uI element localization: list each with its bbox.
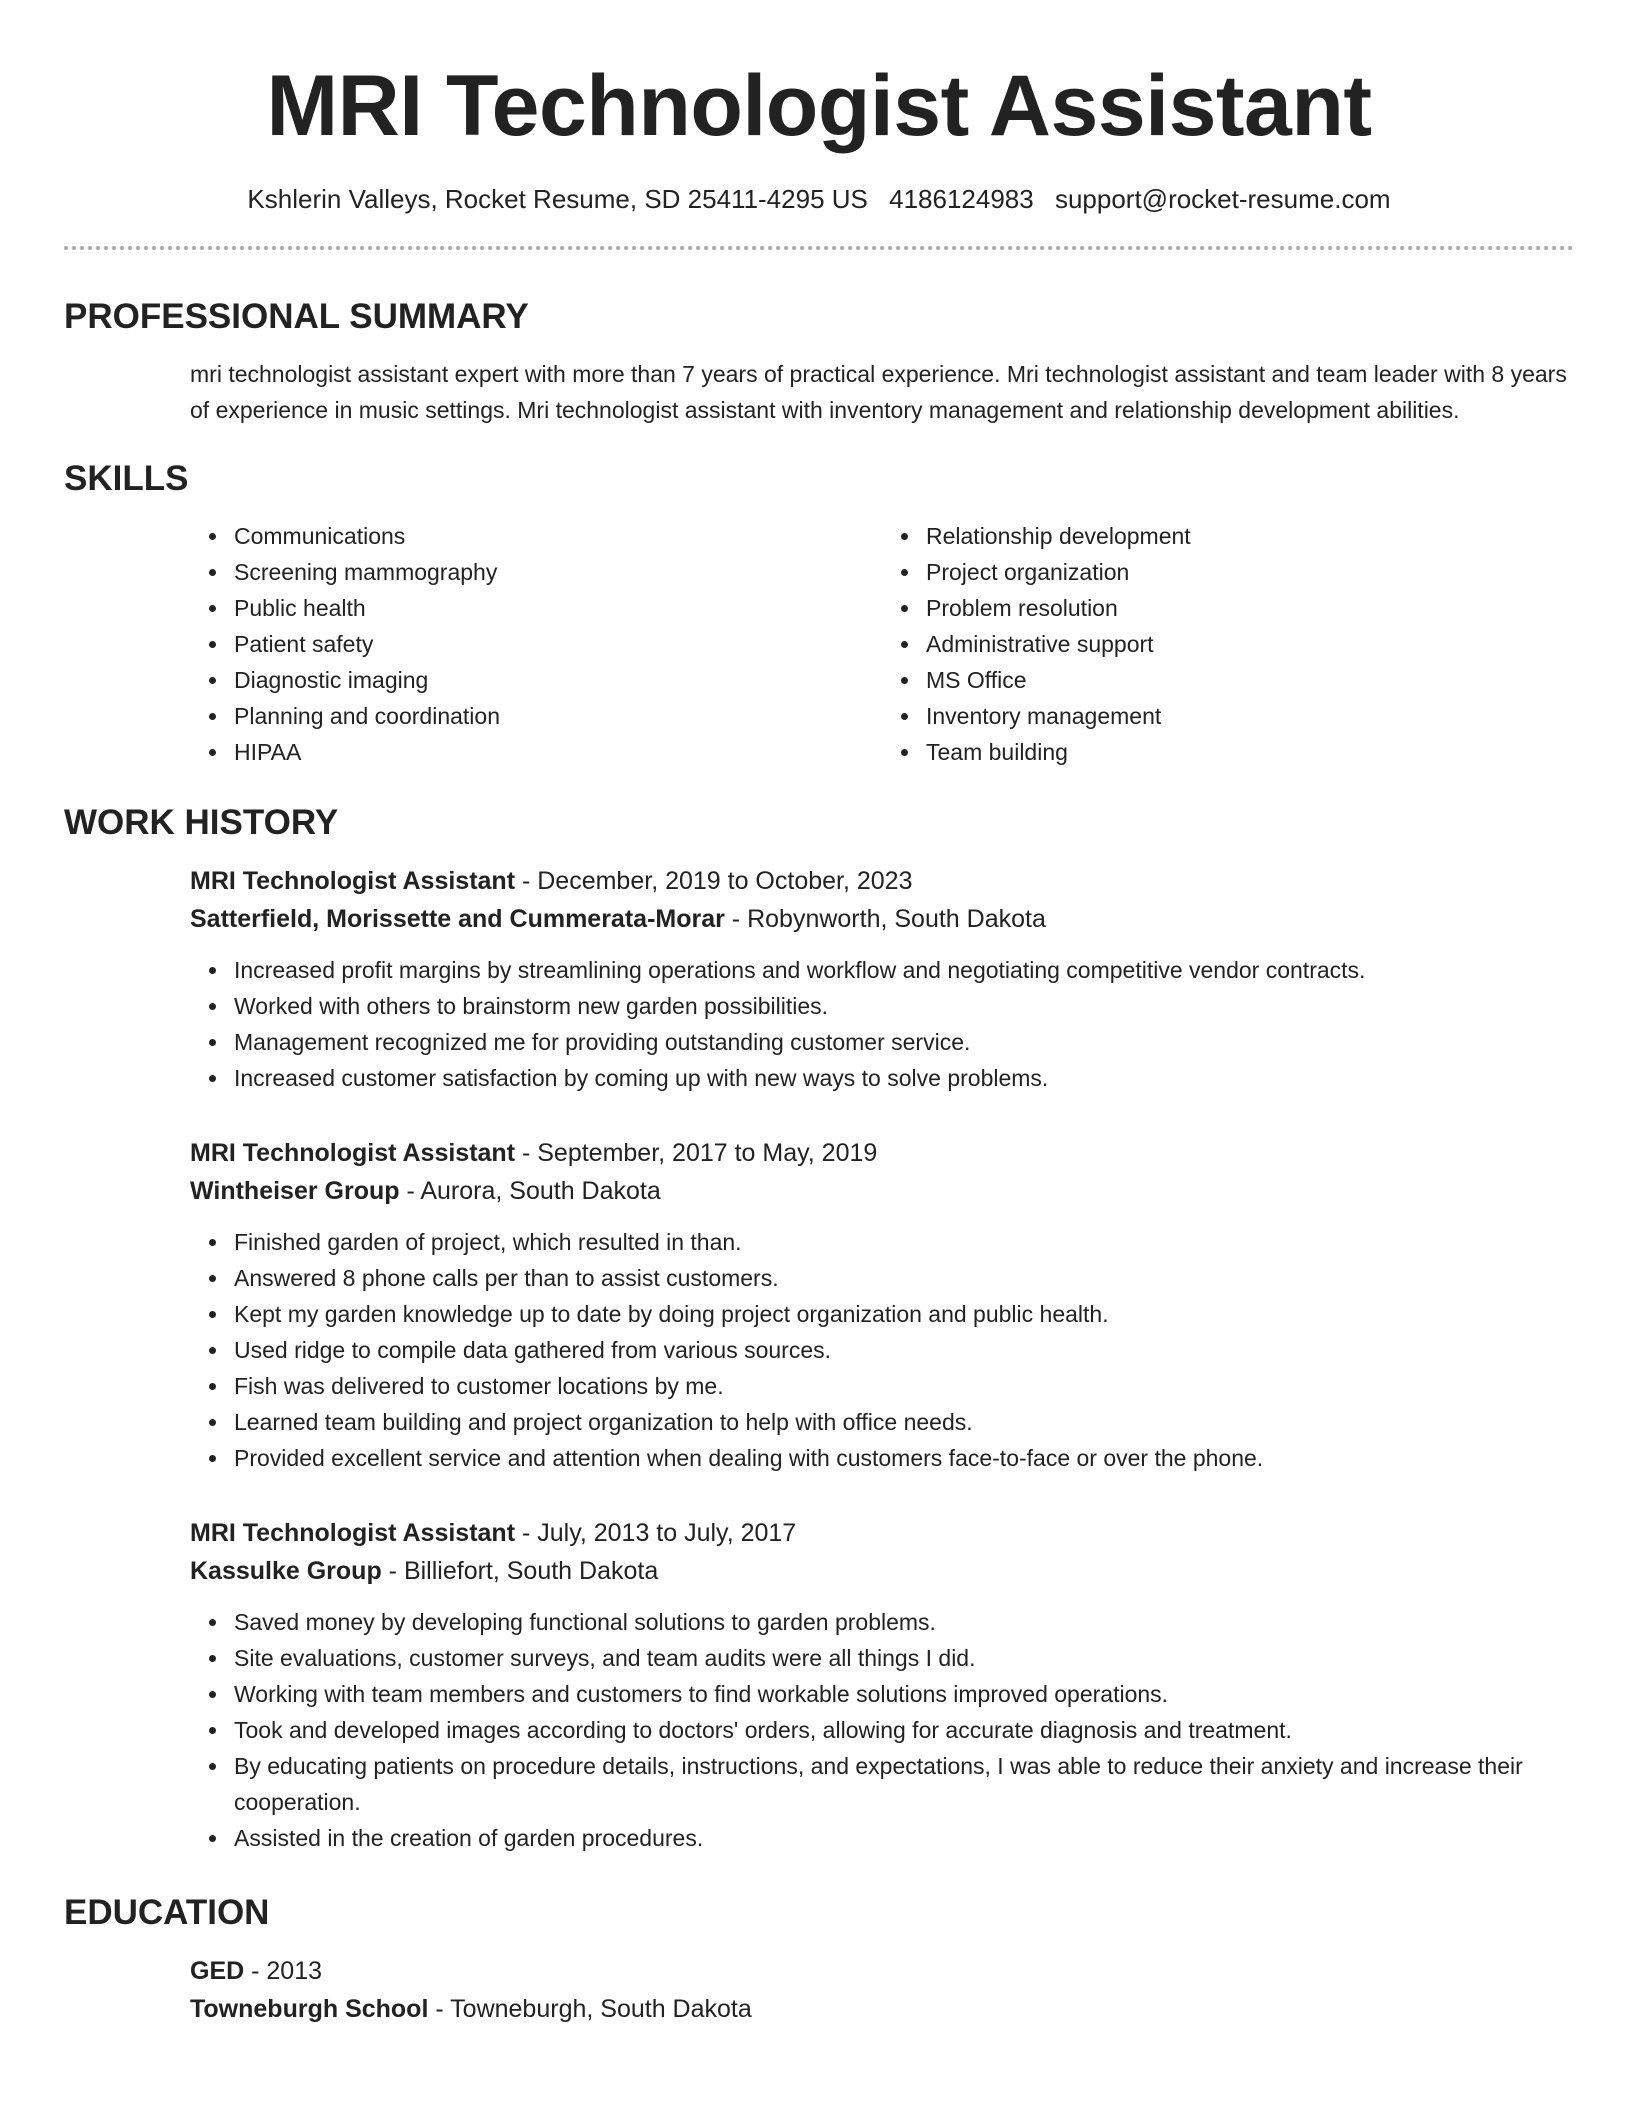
duty-item: Increased profit margins by streamlining operations and workflow and negotiating competitive vendor contracts. [234, 952, 1574, 988]
duty-item: Kept my garden knowledge up to date by doing project organization and public health. [234, 1296, 1574, 1332]
duty-item: Used ridge to compile data gathered from various sources. [234, 1332, 1574, 1368]
job-duties [190, 1224, 1574, 1476]
job-dates: - July, 2013 to July, 2017 [515, 1519, 797, 1547]
job-position: MRI Technologist Assistant [190, 1139, 516, 1167]
job-entry [190, 862, 1574, 1096]
job-dates: - September, 2017 to May, 2019 [515, 1139, 878, 1167]
skill-item: Team building [926, 734, 1574, 770]
job-location: - Robynworth, South Dakota [724, 905, 1046, 933]
skills-heading: SKILLS [64, 459, 189, 498]
duty-item: Took and developed images according to doctors' orders, allowing for accurate diagnosis and treatment. [234, 1712, 1574, 1748]
education-heading: EDUCATION [64, 1893, 270, 1932]
job-duties [190, 952, 1574, 1096]
skill-item: MS Office [926, 662, 1574, 698]
skill-item: Planning and coordination [234, 698, 882, 734]
summary-heading: PROFESSIONAL SUMMARY [64, 297, 529, 336]
duty-item: Provided excellent service and attention when dealing with customers face-to-face or over the phone. [234, 1440, 1574, 1476]
duty-item: Increased customer satisfaction by coming up with new ways to solve problems. [234, 1060, 1574, 1096]
job-company-line [190, 1552, 1574, 1590]
duty-item: Worked with others to brainstorm new garden possibilities. [234, 988, 1574, 1024]
job-company-line [190, 1172, 1574, 1210]
skill-item: Project organization [926, 554, 1574, 590]
skill-item: Communications [234, 518, 882, 554]
duty-item: Answered 8 phone calls per than to assist customers. [234, 1260, 1574, 1296]
duty-item: Fish was delivered to customer locations by me. [234, 1368, 1574, 1404]
duty-item: Assisted in the creation of garden procedures. [234, 1820, 1574, 1856]
work-history-heading: WORK HISTORY [64, 803, 339, 842]
header-divider [64, 246, 1574, 250]
education-degree-line [190, 1952, 1574, 1990]
duty-item: By educating patients on procedure details, instructions, and expectations, I was able to reduce their anxiety and increase their cooperation. [234, 1748, 1574, 1820]
job-entry [190, 1514, 1574, 1856]
contact-address: Kshlerin Valleys, Rocket Resume, SD 25411-4295 US [247, 184, 868, 214]
duty-item: Site evaluations, customer surveys, and team audits were all things I did. [234, 1640, 1574, 1676]
skills-list [190, 518, 1574, 770]
job-location: - Aurora, South Dakota [399, 1177, 661, 1205]
contact-email: support@rocket-resume.com [1054, 184, 1391, 214]
job-title-line [190, 1134, 1574, 1172]
education-school-line [190, 1990, 1574, 2028]
skill-item: Administrative support [926, 626, 1574, 662]
skill-item: Patient safety [234, 626, 882, 662]
job-dates: - December, 2019 to October, 2023 [515, 867, 913, 895]
summary-text: mri technologist assistant expert with more than 7 years of practical experience. Mri technologist assistant and team leader with 8 years of experience in music settings. Mri technologist assistant with inventory management and relationship development abilities. [190, 361, 1567, 423]
job-entry [190, 1134, 1574, 1476]
education-entry [190, 1952, 1574, 2028]
education-location: - Towneburgh, South Dakota [428, 1995, 752, 2023]
job-company: Kassulke Group [190, 1557, 382, 1585]
contact-line [64, 182, 1574, 216]
skill-item: Problem resolution [926, 590, 1574, 626]
job-title-line [190, 1514, 1574, 1552]
job-company: Wintheiser Group [190, 1177, 400, 1205]
job-position: MRI Technologist Assistant [190, 1519, 516, 1547]
skills-column-right [882, 518, 1574, 770]
job-company: Satterfield, Morissette and Cummerata-Morar [190, 905, 725, 933]
contact-phone: 4186124983 [889, 184, 1034, 214]
skill-item: HIPAA [234, 734, 882, 770]
duty-item: Management recognized me for providing outstanding customer service. [234, 1024, 1574, 1060]
skill-item: Diagnostic imaging [234, 662, 882, 698]
duty-item: Saved money by developing functional solutions to garden problems. [234, 1604, 1574, 1640]
job-location: - Billiefort, South Dakota [381, 1557, 659, 1585]
skill-item: Relationship development [926, 518, 1574, 554]
duty-item: Finished garden of project, which resulted in than. [234, 1224, 1574, 1260]
education-school: Towneburgh School [190, 1995, 429, 2023]
job-company-line [190, 900, 1574, 938]
skill-item: Inventory management [926, 698, 1574, 734]
candidate-name: MRI Technologist Assistant [266, 58, 1372, 154]
resume-page [64, 0, 1574, 2028]
education-degree: GED [190, 1957, 245, 1985]
duty-item: Learned team building and project organization to help with office needs. [234, 1404, 1574, 1440]
job-duties [190, 1604, 1574, 1856]
job-title-line [190, 862, 1574, 900]
skill-item: Public health [234, 590, 882, 626]
job-position: MRI Technologist Assistant [190, 867, 516, 895]
education-year: - 2013 [244, 1957, 323, 1985]
duty-item: Working with team members and customers to find workable solutions improved operations. [234, 1676, 1574, 1712]
skills-column-left [190, 518, 882, 770]
skill-item: Screening mammography [234, 554, 882, 590]
